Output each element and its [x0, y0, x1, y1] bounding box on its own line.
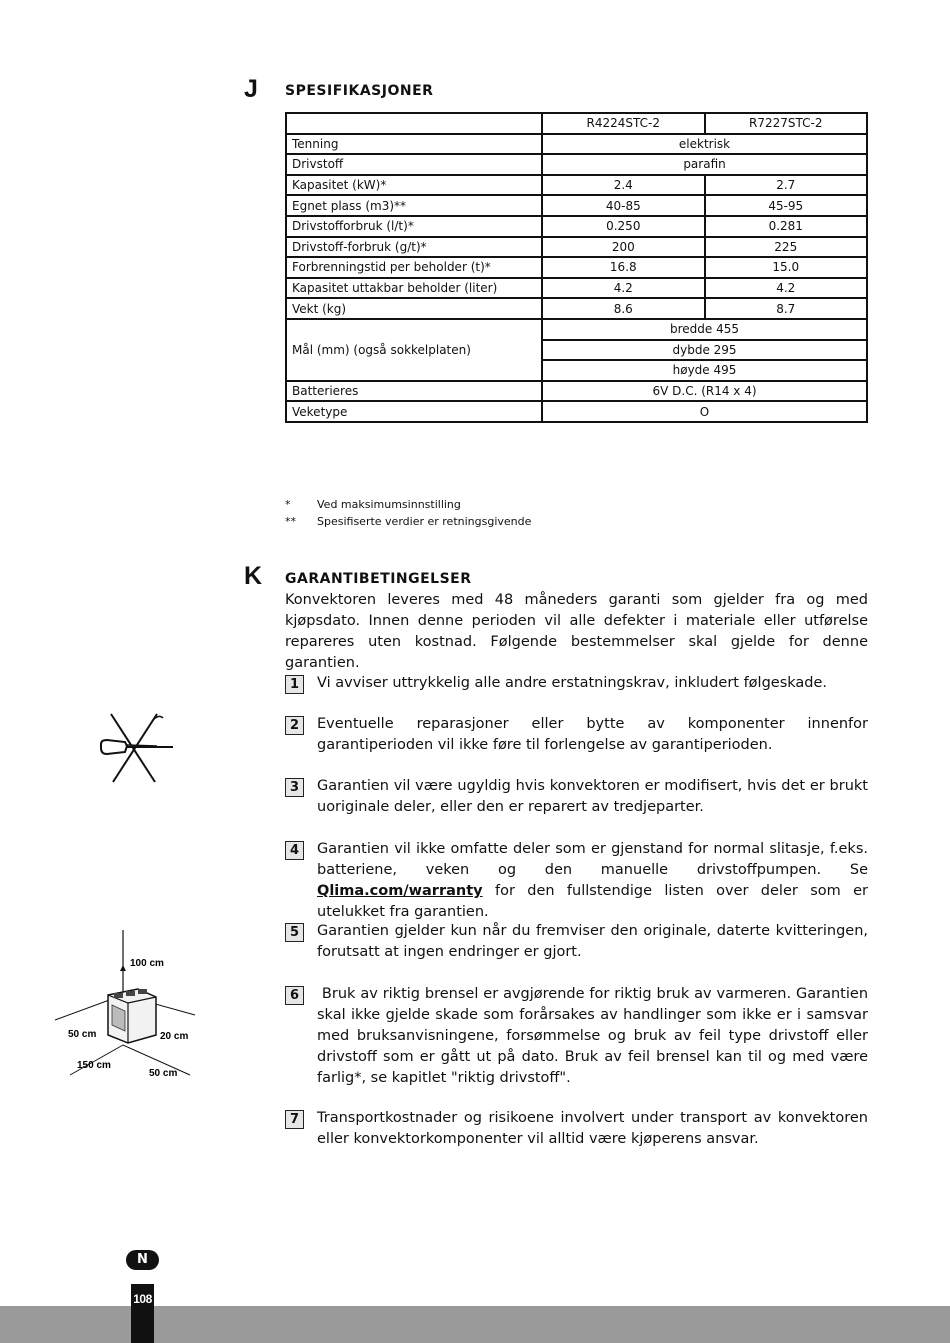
- item-number: 2: [285, 716, 304, 735]
- table-row: [286, 195, 867, 216]
- clearance-left-label: 50 cm: [68, 1029, 97, 1040]
- table-row: [286, 175, 867, 196]
- item-text: Garantien vil være ugyldig hvis konvektoren er modifisert, hvis det er brukt uoriginale deler, eller den er reparert av tredjeparter.: [317, 778, 868, 815]
- dimension-height: høyde 495: [542, 360, 867, 381]
- page-number: 108: [131, 1284, 154, 1343]
- clearance-top-label: 100 cm: [130, 958, 164, 969]
- clearance-diagram: [50, 925, 200, 1085]
- row-value: O: [542, 401, 867, 422]
- footnote-mark: *: [285, 498, 291, 511]
- table-row: [286, 319, 867, 340]
- table-row: [286, 237, 867, 258]
- row-label: Egnet plass (m3)**: [286, 195, 542, 216]
- table-row: [286, 278, 867, 299]
- header-empty-cell: [286, 113, 542, 134]
- clearance-front-left-label: 150 cm: [77, 1060, 111, 1071]
- dimension-depth: dybde 295: [542, 340, 867, 361]
- item-number: 4: [285, 841, 304, 860]
- language-badge: N: [126, 1250, 159, 1270]
- section-j-title: SPESIFIKASJONER: [285, 83, 434, 99]
- row-label: Drivstofforbruk (l/t)*: [286, 216, 542, 237]
- item-number: 1: [285, 675, 304, 694]
- row-label: Veketype: [286, 401, 542, 422]
- item-text: Eventuelle reparasjoner eller bytte av komponenter innenfor garantiperioden vil ikke føre til forlengelse av garantiperioden.: [317, 716, 868, 753]
- row-label: Forbrenningstid per beholder (t)*: [286, 257, 542, 278]
- table-row: [286, 257, 867, 278]
- row-value-model-1: 2.4: [542, 175, 704, 196]
- warranty-link[interactable]: Qlima.com/warranty: [317, 883, 483, 899]
- table-header-row: [286, 113, 867, 134]
- row-value-model-1: 16.8: [542, 257, 704, 278]
- section-k-letter: K: [244, 562, 263, 590]
- row-label: Batterieres: [286, 381, 542, 402]
- model-1-header: R4224STC-2: [542, 113, 704, 134]
- item-number: 7: [285, 1110, 304, 1129]
- row-label: Kapasitet uttakbar beholder (liter): [286, 278, 542, 299]
- table-row: [286, 298, 867, 319]
- row-value-model-2: 4.2: [705, 278, 867, 299]
- row-label: Kapasitet (kW)*: [286, 175, 542, 196]
- clearance-front-right-label: 50 cm: [149, 1068, 178, 1079]
- table-row: [286, 216, 867, 237]
- section-k-title: GARANTIBETINGELSER: [285, 571, 472, 587]
- table-row: [286, 154, 867, 175]
- footnote: [285, 513, 531, 530]
- model-2-header: R7227STC-2: [705, 113, 867, 134]
- row-value-model-1: 200: [542, 237, 704, 258]
- item-number: 6: [285, 986, 304, 1005]
- row-value-model-2: 15.0: [705, 257, 867, 278]
- row-value: parafin: [542, 154, 867, 175]
- footnote-text: Ved maksimumsinnstilling: [317, 498, 461, 511]
- no-screwdriver-icon: [97, 710, 177, 786]
- item-text: Garantien gjelder kun når du fremviser den originale, daterte kvitteringen, forutsatt at ingen endringer er gjort.: [317, 923, 868, 960]
- row-value: 6V D.C. (R14 x 4): [542, 381, 867, 402]
- footnote-mark: **: [285, 515, 296, 528]
- footnote-text: Spesifiserte verdier er retningsgivende: [317, 515, 532, 528]
- row-value: elektrisk: [542, 134, 867, 155]
- row-value-model-2: 225: [705, 237, 867, 258]
- table-row: [286, 381, 867, 402]
- footnote: [285, 496, 531, 513]
- row-label: Drivstoff-forbruk (g/t)*: [286, 237, 542, 258]
- item-text-part: for den fullstendige listen over deler som er utelukket fra garantien.: [317, 883, 868, 920]
- clearance-right-label: 20 cm: [160, 1031, 189, 1042]
- row-label: Drivstoff: [286, 154, 542, 175]
- row-value-model-1: 8.6: [542, 298, 704, 319]
- row-value-model-2: 8.7: [705, 298, 867, 319]
- item-number: 5: [285, 923, 304, 942]
- row-value-model-1: 0.250: [542, 216, 704, 237]
- item-number: 3: [285, 778, 304, 797]
- spec-table: [285, 112, 868, 423]
- row-value-model-2: 0.281: [705, 216, 867, 237]
- row-value-model-1: 4.2: [542, 278, 704, 299]
- dimension-width: bredde 455: [542, 319, 867, 340]
- item-text: Bruk av riktig brensel er avgjørende for riktig bruk av varmeren. Garantien skal ikke gjelde skade som forårsakes av handlinger som ikke er i samsvar med bruksanvisningene, forsømmelse og bruk av feil type drivstoff eller drivstoff som er gått ut på dato. Bruk av feil brensel kan til og med være farlig*, se kapitlet "riktig drivstoff".: [317, 986, 873, 1086]
- table-row: [286, 134, 867, 155]
- item-text: Transportkostnader og risikoene involvert under transport av konvektoren eller konvektorkomponenter vil alltid være kjøperens ansvar.: [317, 1110, 868, 1147]
- warranty-intro: Konvektoren leveres med 48 måneders garanti som gjelder fra og med kjøpsdato. Innen denne perioden vil alle defekter i materiale eller utførelse repareres uten kostnad. Følgende bestemmelser skal gjelde for denne garantien.: [285, 592, 868, 671]
- row-value-model-2: 2.7: [705, 175, 867, 196]
- row-label: Mål (mm) (også sokkelplaten): [286, 319, 542, 381]
- item-text: [317, 839, 868, 923]
- footnotes: [285, 496, 531, 530]
- row-label: Tenning: [286, 134, 542, 155]
- item-text: Vi avviser uttrykkelig alle andre erstatningskrav, inkludert følgeskade.: [317, 675, 828, 691]
- row-label: Vekt (kg): [286, 298, 542, 319]
- item-text-part: Garantien vil ikke omfatte deler som er gjenstand for normal slitasje, f.eks. batteriene, veken og den manuelle drivstoffpumpen. Se: [317, 841, 868, 878]
- table-row: [286, 401, 867, 422]
- section-j-letter: J: [244, 75, 258, 103]
- row-value-model-1: 40-85: [542, 195, 704, 216]
- row-value-model-2: 45-95: [705, 195, 867, 216]
